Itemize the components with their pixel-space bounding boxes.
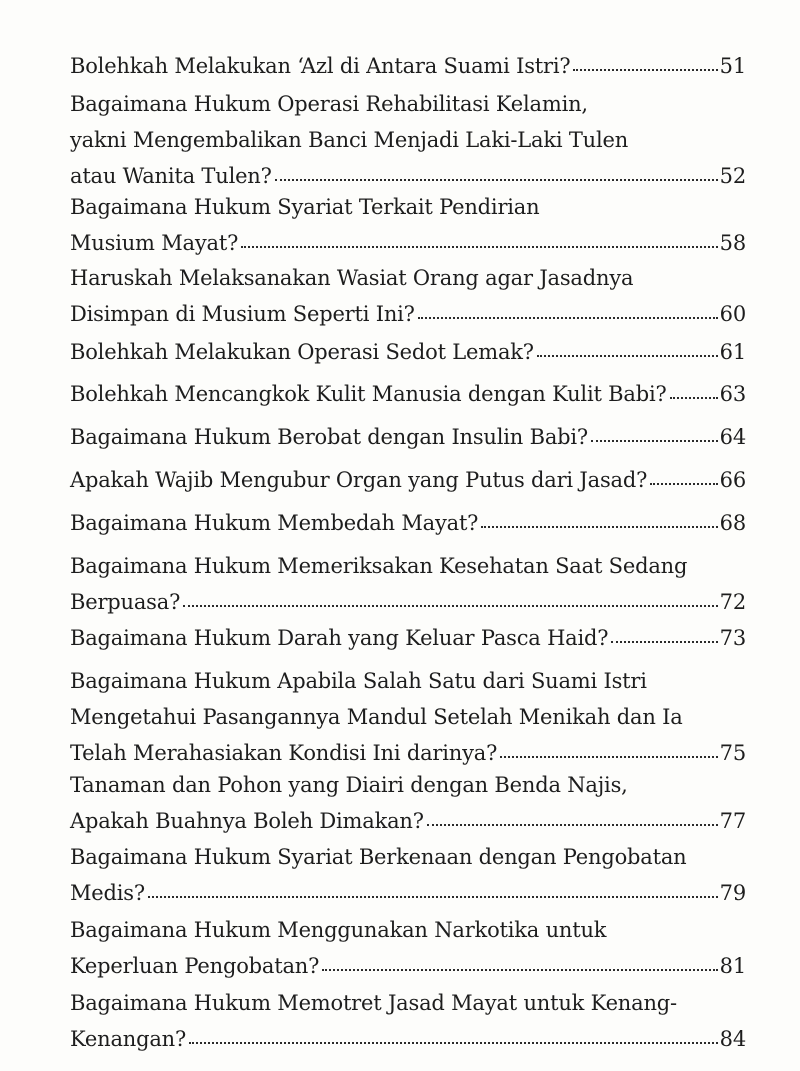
toc-entry-title: atau Wanita Tulen? bbox=[70, 164, 272, 188]
toc-entry bbox=[70, 663, 746, 771]
toc-entry bbox=[70, 48, 746, 84]
toc-page-number: 84 bbox=[719, 1027, 746, 1051]
toc-entry bbox=[70, 839, 746, 911]
toc-entry bbox=[70, 767, 746, 839]
toc-entry-title: Bolehkah Melakukan Operasi Sedot Lemak? bbox=[70, 340, 534, 364]
toc-entry-title: Telah Merahasiakan Kondisi Ini darinya? bbox=[70, 741, 498, 765]
toc-entry bbox=[70, 189, 746, 261]
toc-page-number: 79 bbox=[719, 881, 746, 905]
dot-leader bbox=[148, 895, 718, 898]
toc-entry-title: Bagaimana Hukum Memotret Jasad Mayat untuk Kenang- bbox=[70, 991, 677, 1015]
toc-entry-title: Keperluan Pengobatan? bbox=[70, 954, 320, 978]
toc-page-number: 58 bbox=[719, 231, 746, 255]
toc-entry bbox=[70, 419, 746, 455]
toc-entry-title: Bagaimana Hukum Darah yang Keluar Pasca Haid? bbox=[70, 626, 609, 650]
dot-leader bbox=[670, 396, 718, 399]
toc-page-number: 61 bbox=[719, 340, 746, 364]
dot-leader bbox=[275, 178, 718, 181]
toc-page-number: 73 bbox=[719, 626, 746, 650]
toc-entry bbox=[70, 462, 746, 498]
dot-leader bbox=[241, 245, 718, 248]
toc-entry bbox=[70, 620, 746, 656]
toc-entry-title: Bagaimana Hukum Menggunakan Narkotika untuk bbox=[70, 918, 607, 942]
toc-page-number: 52 bbox=[719, 164, 746, 188]
toc-entry-title: Bagaimana Hukum Apabila Salah Satu dari Suami Istri bbox=[70, 669, 647, 693]
toc-entry-title: Kenangan? bbox=[70, 1027, 187, 1051]
toc-entry-title: Bagaimana Hukum Membedah Mayat? bbox=[70, 511, 479, 535]
toc-entry bbox=[70, 548, 746, 620]
toc-page-number: 81 bbox=[719, 954, 746, 978]
toc-page-number: 66 bbox=[719, 468, 746, 492]
toc-entry-title: Bagaimana Hukum Syariat Terkait Pendirian bbox=[70, 195, 540, 219]
toc-entry bbox=[70, 334, 746, 370]
toc-entry bbox=[70, 985, 746, 1057]
toc-entry-title: Mengetahui Pasangannya Mandul Setelah Menikah dan Ia bbox=[70, 705, 683, 729]
dot-leader bbox=[189, 1041, 718, 1044]
toc-page-number: 75 bbox=[719, 741, 746, 765]
toc-entry-title: Haruskah Melaksanakan Wasiat Orang agar Jasadnya bbox=[70, 266, 634, 290]
toc-page-number: 72 bbox=[719, 590, 746, 614]
toc-entry bbox=[70, 912, 746, 984]
dot-leader bbox=[611, 640, 717, 643]
toc-page-number: 51 bbox=[719, 54, 746, 78]
dot-leader bbox=[418, 316, 718, 319]
toc-entry-title: Apakah Buahnya Boleh Dimakan? bbox=[70, 809, 424, 833]
toc-entry-title: Bagaimana Hukum Operasi Rehabilitasi Kelamin, bbox=[70, 92, 588, 116]
toc-entry-title: Bolehkah Mencangkok Kulit Manusia dengan Kulit Babi? bbox=[70, 382, 667, 406]
dot-leader bbox=[183, 604, 718, 607]
toc-entry-title: Bagaimana Hukum Memeriksakan Kesehatan Saat Sedang bbox=[70, 554, 688, 578]
toc-page-number: 77 bbox=[719, 809, 746, 833]
toc-entry-title: Berpuasa? bbox=[70, 590, 181, 614]
dot-leader bbox=[427, 823, 718, 826]
dot-leader bbox=[500, 755, 718, 758]
toc-entry-title: yakni Mengembalikan Banci Menjadi Laki-Laki Tulen bbox=[70, 128, 629, 152]
dot-leader bbox=[481, 525, 717, 528]
toc-entry-title: Bagaimana Hukum Berobat dengan Insulin Babi? bbox=[70, 425, 588, 449]
toc-page-number: 68 bbox=[719, 511, 746, 535]
toc-page-number: 60 bbox=[719, 302, 746, 326]
toc-entry-title: Musium Mayat? bbox=[70, 231, 239, 255]
toc-entry bbox=[70, 86, 746, 194]
toc-entry-title: Bolehkah Melakukan ‘Azl di Antara Suami Istri? bbox=[70, 54, 571, 78]
toc-entry bbox=[70, 376, 746, 412]
toc-page-number: 63 bbox=[719, 382, 746, 406]
dot-leader bbox=[650, 482, 718, 485]
toc-entry-title: Medis? bbox=[70, 881, 145, 905]
toc-entry-title: Bagaimana Hukum Syariat Berkenaan dengan Pengobatan bbox=[70, 845, 687, 869]
dot-leader bbox=[591, 439, 718, 442]
toc-entry-title: Tanaman dan Pohon yang Diairi dengan Benda Najis, bbox=[70, 773, 628, 797]
toc-entry bbox=[70, 505, 746, 541]
dot-leader bbox=[573, 68, 717, 71]
toc-entry-title: Disimpan di Musium Seperti Ini? bbox=[70, 302, 415, 326]
dot-leader bbox=[322, 968, 718, 971]
toc-entry-title: Apakah Wajib Mengubur Organ yang Putus dari Jasad? bbox=[70, 468, 648, 492]
toc-page-number: 64 bbox=[719, 425, 746, 449]
dot-leader bbox=[537, 354, 718, 357]
toc-entry bbox=[70, 260, 746, 332]
